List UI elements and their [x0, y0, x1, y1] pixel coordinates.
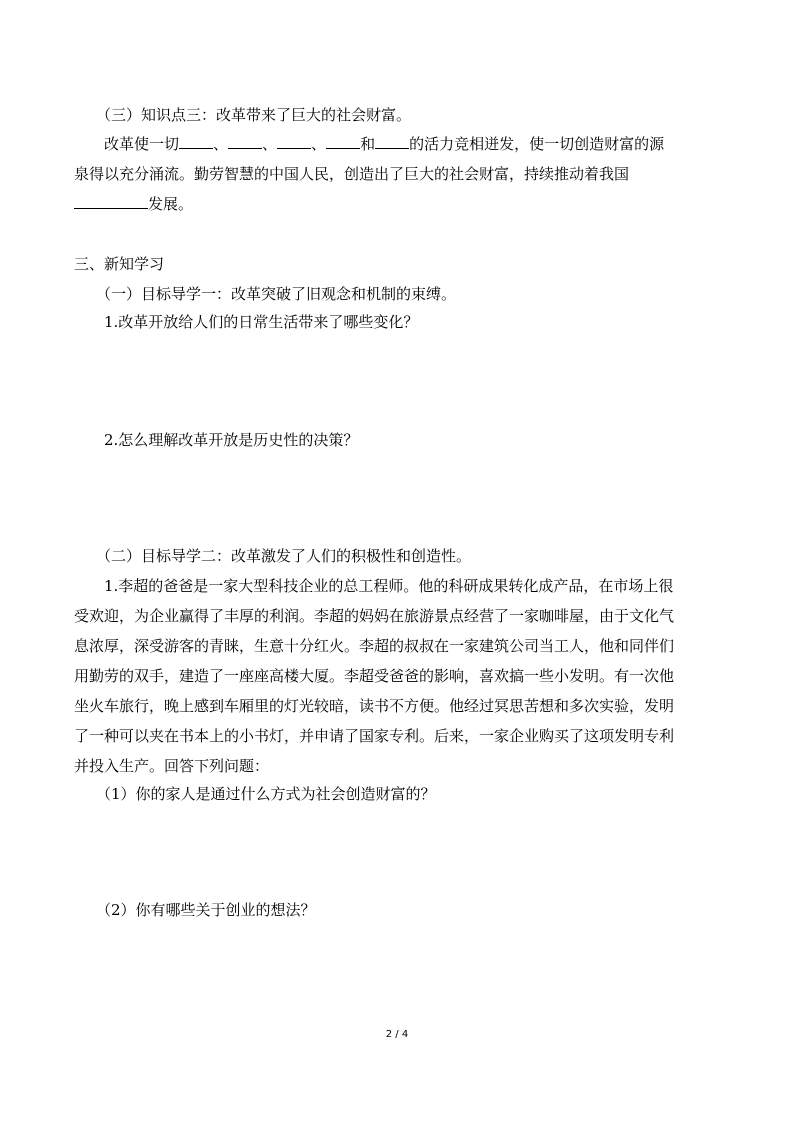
knowledge-point-3-heading: （三）知识点三：改革带来了巨大的社会财富。: [96, 106, 412, 124]
kp3-text-b: 的活力竞相迸发，使一切创造财富的源: [409, 135, 665, 153]
guide-1-question-2: 2.怎么理解改革开放是历史性的决策？: [104, 431, 359, 449]
fill-blank-1: [179, 134, 213, 149]
knowledge-point-3-line1: [104, 134, 664, 154]
paragraph-line: 了一种可以夹在书本上的小书灯，并申请了国家专利。后来，一家企业购买了这项发明专利: [74, 727, 675, 745]
knowledge-point-3-line3: [74, 194, 193, 214]
guide-2-sub-question-1: （1）你的家人是通过什么方式为社会创造财富的？: [96, 785, 436, 803]
guide-2-heading: （二）目标导学二：改革激发了人们的积极性和创造性。: [96, 547, 472, 565]
kp3-text-c: 发展。: [148, 195, 194, 213]
kp3-sep-1: 、: [213, 135, 229, 153]
guide-2-sub-question-2: （2）你有哪些关于创业的想法？: [96, 901, 316, 919]
fill-blank-6: [74, 194, 148, 209]
paragraph-line: 用勤劳的双手，建造了一座座高楼大厦。李超受爸爸的影响，喜欢搞一些小发明。有一次他: [74, 667, 675, 685]
section-title-new-learning: 三、新知学习: [74, 255, 165, 273]
knowledge-point-3-line2: 泉得以充分涌流。勤劳智慧的中国人民，创造出了巨大的社会财富，持续推动着我国: [74, 165, 630, 183]
fill-blank-5: [375, 134, 409, 149]
fill-blank-2: [228, 134, 262, 149]
kp3-sep-3: 、: [311, 135, 327, 153]
fill-blank-4: [326, 134, 360, 149]
kp3-sep-2: 、: [262, 135, 278, 153]
fill-blank-3: [277, 134, 311, 149]
paragraph-line: 坐火车旅行，晚上感到车厢里的灯光较暗，读书不方便。他经过冥思苦想和多次实验，发明: [74, 697, 675, 715]
paragraph-line: 受欢迎，为企业赢得了丰厚的利润。李超的妈妈在旅游景点经营了一家咖啡屋，由于文化气: [74, 607, 675, 625]
paragraph-line: 息浓厚，深受游客的青睐，生意十分红火。李超的叔叔在一家建筑公司当工人，他和同伴们: [74, 637, 675, 655]
guide-1-heading: （一）目标导学一：改革突破了旧观念和机制的束缚。: [96, 285, 457, 303]
kp3-sep-4: 和: [360, 135, 376, 153]
kp3-text-a: 改革使一切: [104, 135, 180, 153]
paragraph-line: 1.李超的爸爸是一家大型科技企业的总工程师。他的科研成果转化成产品，在市场上很: [104, 577, 674, 595]
paragraph-line: 并投入生产。回答下列问题：: [74, 757, 270, 775]
guide-1-question-1: 1.改革开放给人们的日常生活带来了哪些变化？: [104, 313, 419, 331]
page-number: 2 / 4: [385, 1029, 409, 1040]
